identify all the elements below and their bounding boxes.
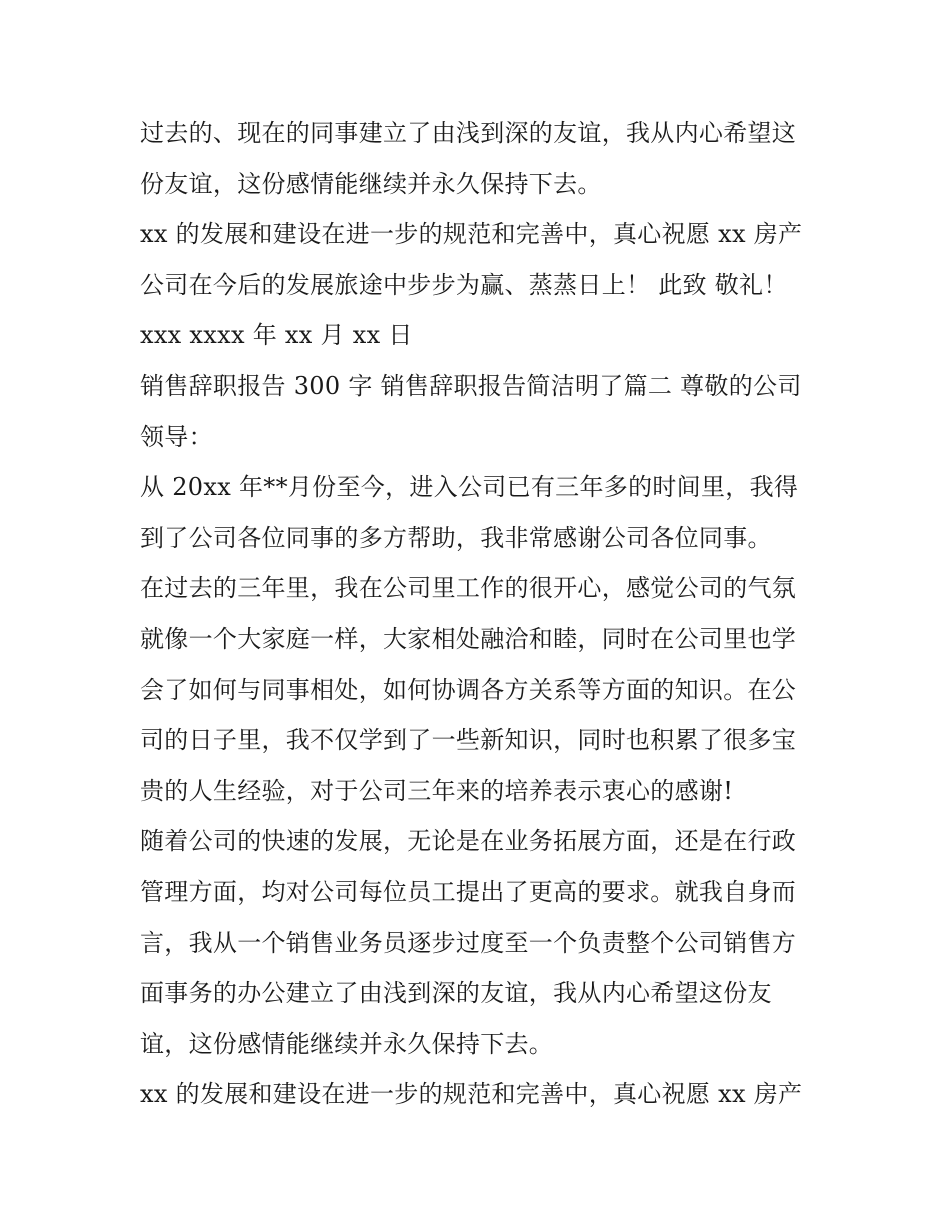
text-line: xx 的发展和建设在进一步的规范和完善中，真心祝愿 xx 房产 bbox=[140, 220, 803, 249]
text-line: 贵的人生经验，对于公司三年来的培养表示衷心的感谢! bbox=[140, 776, 734, 805]
text-line: 谊，这份感情能继续并永久保持下去。 bbox=[140, 1029, 554, 1058]
text-line: 在过去的三年里，我在公司里工作的很开心，感觉公司的气氛 bbox=[140, 574, 797, 603]
section-heading: 销售辞职报告 300 字 销售辞职报告简洁明了篇二 尊敬的公司 bbox=[140, 371, 802, 400]
text-line: 司的日子里，我不仅学到了一些新知识，同时也积累了很多宝 bbox=[140, 726, 797, 755]
text-line: 管理方面，均对公司每位员工提出了更高的要求。就我自身而 bbox=[140, 877, 797, 906]
text-line: 就像一个大家庭一样，大家相处融洽和睦，同时在公司里也学 bbox=[140, 624, 797, 653]
text-line: 过去的、现在的同事建立了由浅到深的友谊，我从内心希望这 bbox=[140, 119, 797, 147]
text-line: 从 20xx 年**月份至今，进入公司已有三年多的时间里，我得 bbox=[140, 473, 799, 502]
text-line: 言，我从一个销售业务员逐步过度至一个负责整个公司销售方 bbox=[140, 928, 797, 957]
text-line: 面事务的办公建立了由浅到深的友谊，我从内心希望这份友 bbox=[140, 979, 772, 1008]
text-line: 随着公司的快速的发展，无论是在业务拓展方面，还是在行政 bbox=[140, 827, 797, 856]
text-line: 份友谊，这份感情能继续并永久保持下去。 bbox=[140, 169, 602, 198]
text-line: 公司在今后的发展旅途中步步为赢、蒸蒸日上！ 此致 敬礼！ bbox=[140, 270, 788, 299]
text-line: xx 的发展和建设在进一步的规范和完善中，真心祝愿 xx 房产 bbox=[140, 1080, 803, 1109]
document-body bbox=[140, 108, 820, 1120]
salutation: 领导： bbox=[140, 422, 213, 451]
text-line: 到了公司各位同事的多方帮助，我非常感谢公司各位同事。 bbox=[140, 523, 772, 552]
text-line: 会了如何与同事相处，如何协调各方关系等方面的知识。在公 bbox=[140, 675, 797, 704]
date-line: xxx xxxx 年 xx 月 xx 日 bbox=[140, 321, 413, 350]
